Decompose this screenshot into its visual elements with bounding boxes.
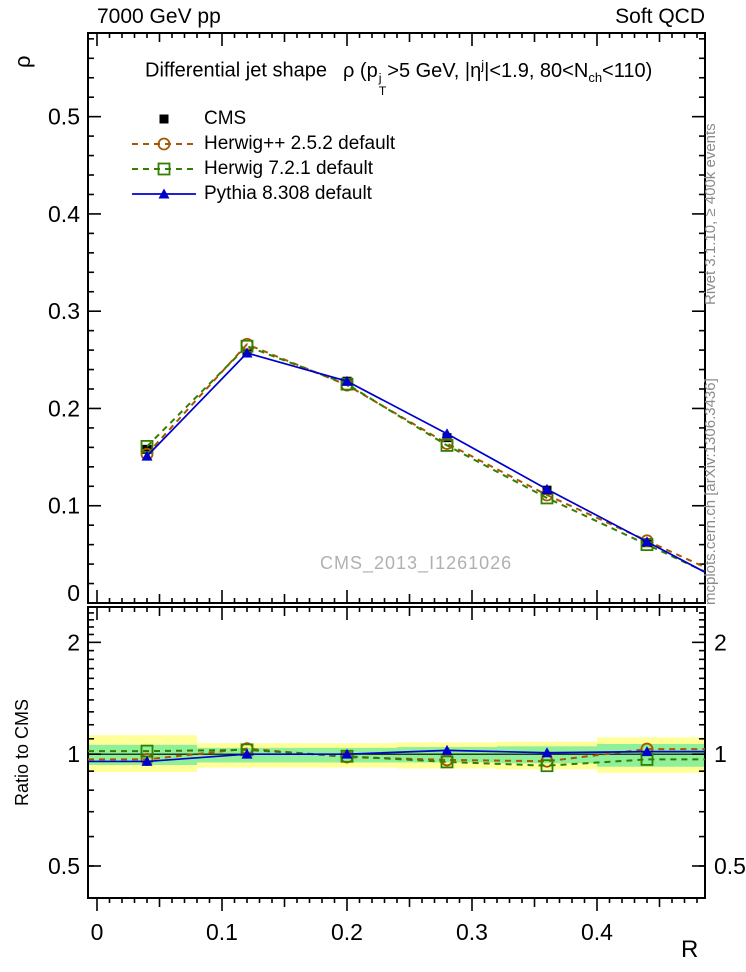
legend-marker-herwig-7-2-1-default: [130, 159, 198, 179]
subscript: T: [378, 83, 387, 98]
ratio-y-tick-label-right: 2: [714, 629, 727, 656]
series-cms: [143, 349, 652, 548]
x-axis-title: R: [681, 936, 699, 963]
title-condition-segment: |<1.9, 80<: [484, 59, 574, 82]
legend-marker-herwig-2-5-2-default: [130, 134, 198, 154]
superscript: j: [378, 71, 382, 86]
main-line-herwig-2-5-2-default: [147, 344, 705, 567]
title-condition-segment: N: [573, 59, 589, 82]
x-tick-label: 0.3: [456, 919, 488, 945]
plot-title: [145, 57, 652, 97]
title-condition-segment: η: [470, 59, 482, 82]
legend-item-herwig-7-2-1-default: [130, 156, 395, 181]
superscript: j: [481, 57, 485, 72]
x-tick-label: 0.4: [581, 919, 613, 945]
main-y-tick-label: 0.5: [48, 103, 80, 130]
main-y-tick-label: 0.4: [48, 200, 80, 227]
title-condition-segment: ρ (: [342, 59, 367, 82]
title-condition-segment: p: [366, 59, 378, 82]
main-y-tick-label: 0: [67, 580, 80, 606]
series-herwig-2-5-2-default: [142, 339, 706, 568]
mcplots-reference-note: mcplots.cern.ch [arXiv:1306.3436]: [702, 378, 719, 605]
ratio-y-tick-label-right: 1: [714, 741, 727, 768]
main-y-axis-title: ρ: [10, 55, 35, 68]
legend-item-cms: [130, 106, 395, 131]
series-pythia-8-308-default: [142, 348, 706, 573]
legend-label-cms: CMS: [204, 107, 247, 129]
ratio-y-tick-label-left: 2: [67, 629, 80, 656]
ratio-y-tick-label-right: 0.5: [714, 852, 746, 879]
main-y-tick-label: 0.3: [48, 298, 80, 325]
plot-title-condition: [342, 57, 653, 98]
x-tick-label: 0: [90, 919, 104, 945]
beam-energy-label: 7000 GeV pp: [97, 5, 221, 28]
legend-marker-pythia-8-308-default: [130, 184, 198, 204]
main-line-pythia-8-308-default: [147, 353, 705, 572]
marker-square-filled: [160, 114, 169, 123]
main-line-herwig-7-2-1-default: [147, 346, 705, 572]
title-condition-segment: <110): [602, 59, 653, 82]
x-tick-label: 0.1: [206, 919, 238, 945]
plot-title-main: Differential jet shape: [145, 59, 327, 82]
rivet-version-note: Rivet 3.1.10, ≥ 400k events: [702, 123, 719, 305]
analysis-id-watermark: CMS_2013_I1261026: [320, 553, 513, 573]
title-supsub-stack: [379, 72, 387, 97]
legend: [130, 106, 395, 206]
legend-item-pythia-8-308-default: [130, 181, 395, 206]
subscript: ch: [588, 69, 603, 85]
title-condition-segment: >5 GeV, |: [387, 59, 471, 82]
legend-marker-cms: [130, 109, 198, 129]
legend-label-pythia-8-308-default: Pythia 8.308 default: [204, 182, 372, 204]
main-y-tick-label: 0.2: [48, 395, 80, 422]
main-y-tick-label: 0.1: [48, 492, 80, 519]
x-tick-label: 0.2: [331, 919, 363, 945]
ratio-y-axis-title: Ratio to CMS: [12, 698, 32, 807]
ratio-y-tick-label-left: 1: [67, 741, 80, 768]
axis-tick-labels: [48, 104, 746, 945]
legend-label-herwig-7-2-1-default: Herwig 7.2.1 default: [204, 157, 373, 179]
legend-item-herwig-2-5-2-default: [130, 131, 395, 156]
legend-label-herwig-2-5-2-default: Herwig++ 2.5.2 default: [204, 132, 396, 154]
process-group-label: Soft QCD: [615, 5, 705, 28]
ratio-y-tick-label-left: 0.5: [48, 852, 80, 879]
